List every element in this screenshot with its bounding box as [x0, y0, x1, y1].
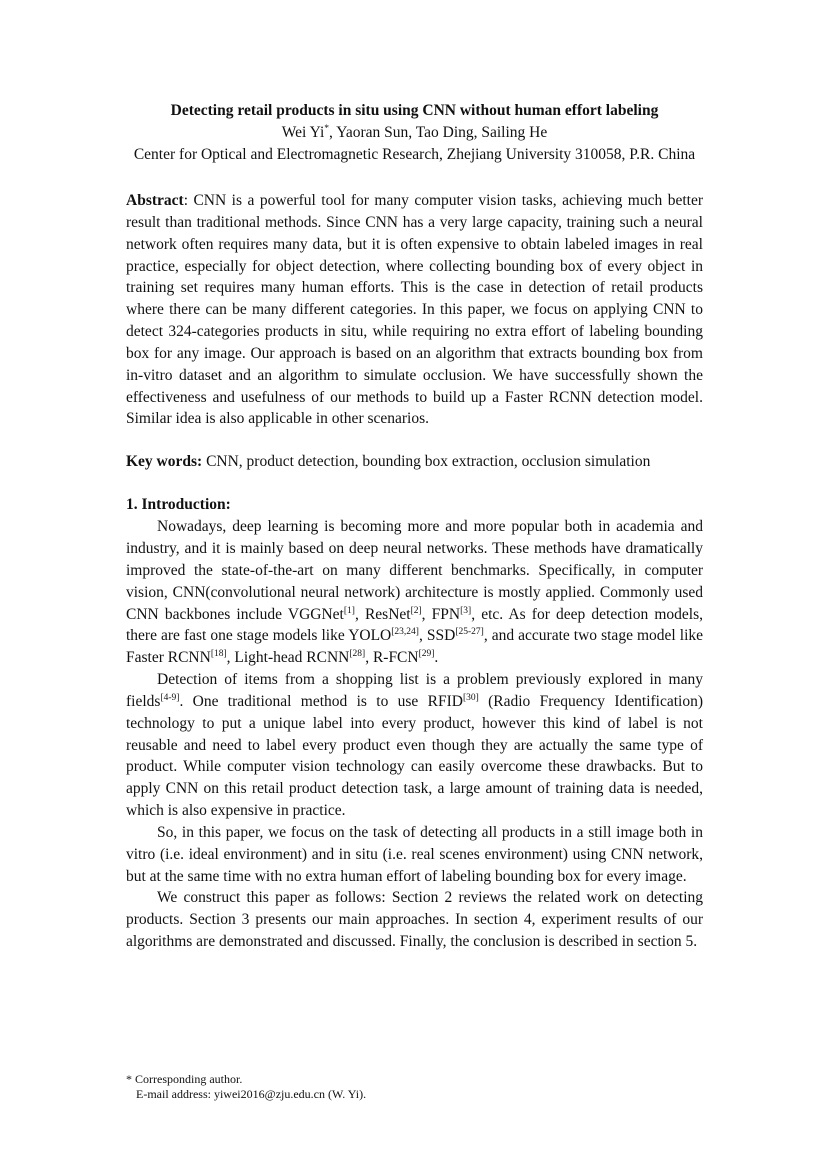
keywords [126, 451, 703, 473]
text-run: , etc. As for deep detection models, there are fast one stage models like YOLO [126, 605, 703, 645]
citation: [18] [210, 649, 227, 660]
abstract-label: Abstract [126, 192, 184, 209]
footnote-email: E-mail address: yiwei2016@zju.edu.cn (W. Yi). [136, 1087, 367, 1101]
citation: [23,24] [391, 627, 419, 638]
text-run: , SSD [418, 627, 456, 645]
citation: [30] [462, 692, 479, 703]
citation: [25-27] [455, 627, 484, 638]
author-list [126, 122, 703, 144]
intro-paragraph-1 [126, 516, 703, 669]
text-run: . [434, 649, 439, 667]
citation: [1] [343, 605, 355, 616]
abstract [126, 190, 703, 430]
section-heading: 1. Introduction: [126, 496, 231, 514]
intro-paragraph-4: We construct this paper as follows: Section 2 reviews the related work on detecting products. Section 3 presents our main approaches. In section 4, experiment results of our algorithms are demonstrated and discussed. Finally, the conclusion is described in section 5. [126, 889, 703, 951]
citation: [29] [418, 649, 435, 660]
paper-title: Detecting retail products in situ using CNN without human effort labeling [170, 102, 659, 119]
author-rest: , Yaoran Sun, Tao Ding, Sailing He [329, 124, 548, 141]
keywords-text: CNN, product detection, bounding box extraction, occlusion simulation [202, 453, 651, 471]
corresponding-mark: * [324, 123, 330, 134]
citation: [2] [410, 605, 422, 616]
text-run: , ResNet [354, 605, 411, 623]
text-run: . One traditional method is to use RFID [179, 692, 463, 710]
citation: [3] [460, 605, 472, 616]
keywords-label: Key words: [126, 453, 203, 471]
paper-page [126, 100, 703, 953]
footnote-corresponding: * Corresponding author. [126, 1072, 243, 1086]
text-run: , Light-head RCNN [226, 649, 350, 667]
text-run: Nowadays, deep learning is becoming more and more popular both in academia and industry, and it is mainly based on deep neural networks. These methods have dramatically improved the state-of-the-art on many different benchmarks. Specifically, in computer vision, CNN(convolutional neural network) architecture is mostly applied. Commonly used CNN backbones include VGGNet [126, 518, 703, 623]
text-run: , and accurate two stage model like Faster RCNN [126, 627, 704, 667]
text-run: , FPN [421, 605, 461, 623]
text-run: , R-FCN [365, 649, 419, 667]
citation: [4-9] [160, 692, 180, 703]
text-run: (Radio Frequency Identification) technology to put a unique label into every product, however this kind of label is not reusable and need to label every product even though they are actually the same type of product. While computer vision technology can easily overcome these drawbacks. But to apply CNN on this retail product detection task, a large amount of training data is needed, which is also expensive in practice. [126, 692, 704, 820]
text-run: Detection of items from a shopping list is a problem previously explored in many fields [126, 671, 703, 710]
affiliation: Center for Optical and Electromagnetic Research, Zhejiang University 310058, P.R. China [133, 146, 696, 163]
intro-paragraph-3: So, in this paper, we focus on the task of detecting all products in a still image both in vitro (i.e. ideal environment) and in situ (i.e. real scenes environment) using CNN network, but at the same time with no extra human effort of labeling bounding box for every image. [126, 823, 703, 885]
abstract-text: : CNN is a powerful tool for many computer vision tasks, achieving much better result than traditional methods. Since CNN has a very large capacity, training such a neural network often requires many data, but it is often expensive to obtain labeled images in real practice, especially for object detection, where collecting bounding box of every object in training set requires many human efforts. This is the case in detection of retail products where there can be many different categories. In this paper, we focus on applying CNN to detect 324-categories products in situ, while requiring no extra effort of labeling bounding box for any image. Our approach is based on an algorithm that extracts bounding box from in-vitro dataset and an algorithm to simulate occlusion. We have successfully shown the effectiveness and usefulness of our methods to build up a Faster RCNN detection model. Similar idea is also applicable in other scenarios. [126, 192, 703, 428]
intro-paragraph-2 [126, 669, 703, 822]
citation: [28] [349, 649, 366, 660]
footnote [126, 1072, 366, 1102]
author-first: Wei Yi [281, 124, 325, 141]
